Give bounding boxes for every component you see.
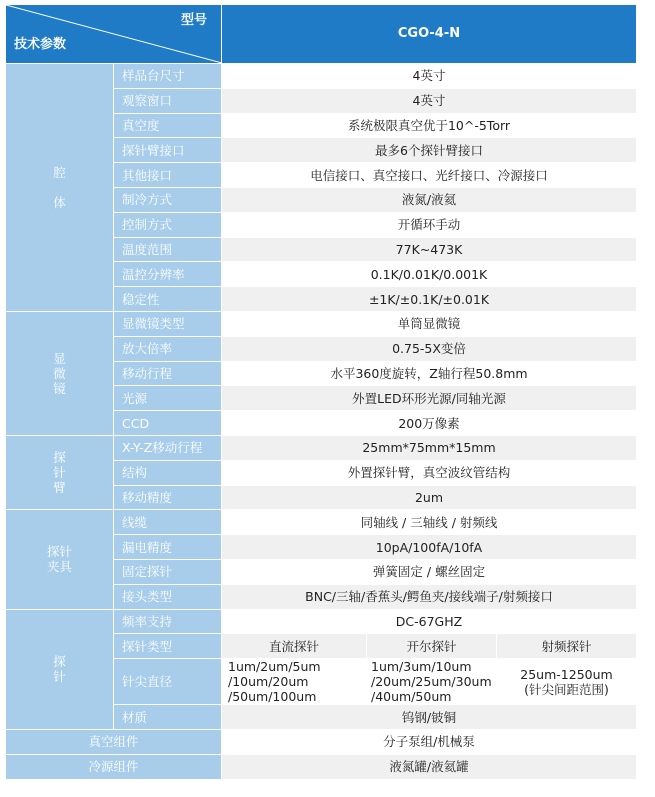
cold-value: 液氮罐/液氦罐 — [222, 754, 637, 779]
row-value: 4英寸 — [222, 88, 637, 113]
row-label: 控制方式 — [114, 212, 222, 237]
row-label: 结构 — [114, 460, 222, 485]
spec-table — [5, 4, 637, 780]
row-label: 移动精度 — [114, 485, 222, 510]
group-probe-fixture: 探针 夹具 — [6, 510, 114, 609]
row-label: 光源 — [114, 386, 222, 411]
row-value: 10pA/100fA/10fA — [222, 535, 637, 560]
row-label: 真空度 — [114, 113, 222, 138]
row-label: 频率支持 — [114, 609, 222, 634]
row-value: 4英寸 — [222, 64, 637, 89]
row-label: 温控分辨率 — [114, 262, 222, 287]
vacuum-label: 真空组件 — [6, 729, 222, 754]
row-label: 探针臂接口 — [114, 138, 222, 163]
row-label: 固定探针 — [114, 559, 222, 584]
row-value: ±1K/±0.1K/±0.01K — [222, 287, 637, 312]
row-value: 同轴线 / 三轴线 / 射频线 — [222, 510, 637, 535]
cold-label: 冷源组件 — [6, 754, 222, 779]
tip-rf: 25um-1250um (针尖间距范围) — [497, 659, 637, 705]
row-value: DC-67GHZ — [222, 609, 637, 634]
model-label: 型号 — [180, 13, 207, 28]
table-header-row — [6, 5, 637, 64]
row-label: CCD — [114, 411, 222, 436]
row-value: 200万像素 — [222, 411, 637, 436]
row-label: 针尖直径 — [114, 659, 222, 705]
row-label: 漏电精度 — [114, 535, 222, 560]
row-value: 系统极限真空优于10^-5Torr — [222, 113, 637, 138]
row-value: 单筒显微镜 — [222, 311, 637, 336]
row-label: 移动行程 — [114, 361, 222, 386]
tip-kelvin: 1um/3um/10um /20um/25um/30um /40um/50um — [367, 659, 497, 705]
model-value: CGO-4-N — [222, 5, 637, 64]
row-value: 钨钢/铍铜 — [222, 705, 637, 730]
header-diagonal-cell — [6, 5, 222, 64]
row-label: 显微镜类型 — [114, 311, 222, 336]
row-label: 制冷方式 — [114, 187, 222, 212]
row-value: 弹簧固定 / 螺丝固定 — [222, 559, 637, 584]
row-value: 电信接口、真空接口、光纤接口、冷源接口 — [222, 163, 637, 188]
probe-type-kelvin: 开尔探针 — [367, 634, 497, 659]
row-value: 0.75-5X变倍 — [222, 336, 637, 361]
group-probe-arm: 探 针 臂 — [6, 435, 114, 509]
group-probe: 探 针 — [6, 609, 114, 729]
row-value: 水平360度旋转，Z轴行程50.8mm — [222, 361, 637, 386]
row-label: X-Y-Z移动行程 — [114, 435, 222, 460]
probe-type-rf: 射频探针 — [497, 634, 637, 659]
row-value: 外置探针臂，真空波纹管结构 — [222, 460, 637, 485]
row-label: 探针类型 — [114, 634, 222, 659]
row-value: BNC/三轴/香蕉头/鳄鱼夹/接线端子/射频接口 — [222, 584, 637, 609]
row-label: 稳定性 — [114, 287, 222, 312]
tip-dc: 1um/2um/5um /10um/20um /50um/100um — [222, 659, 367, 705]
row-value: 开循环手动 — [222, 212, 637, 237]
row-value: 外置LED环形光源/同轴光源 — [222, 386, 637, 411]
row-value: 液氮/液氦 — [222, 187, 637, 212]
row-label: 放大倍率 — [114, 336, 222, 361]
row-label: 其他接口 — [114, 163, 222, 188]
probe-type-dc: 直流探针 — [222, 634, 367, 659]
row-value: 2um — [222, 485, 637, 510]
row-value: 0.1K/0.01K/0.001K — [222, 262, 637, 287]
row-label: 线缆 — [114, 510, 222, 535]
row-label: 温度范围 — [114, 237, 222, 262]
row-value: 最多6个探针臂接口 — [222, 138, 637, 163]
vacuum-value: 分子泵组/机械泵 — [222, 729, 637, 754]
row-label: 样品台尺寸 — [114, 64, 222, 89]
group-microscope: 显 微 镜 — [6, 311, 114, 435]
row-label: 观察窗口 — [114, 88, 222, 113]
row-label: 接头类型 — [114, 584, 222, 609]
row-label: 材质 — [114, 705, 222, 730]
row-value: 77K~473K — [222, 237, 637, 262]
row-value: 25mm*75mm*15mm — [222, 435, 637, 460]
group-chamber: 腔 体 — [6, 64, 114, 312]
param-label: 技术参数 — [14, 37, 67, 53]
